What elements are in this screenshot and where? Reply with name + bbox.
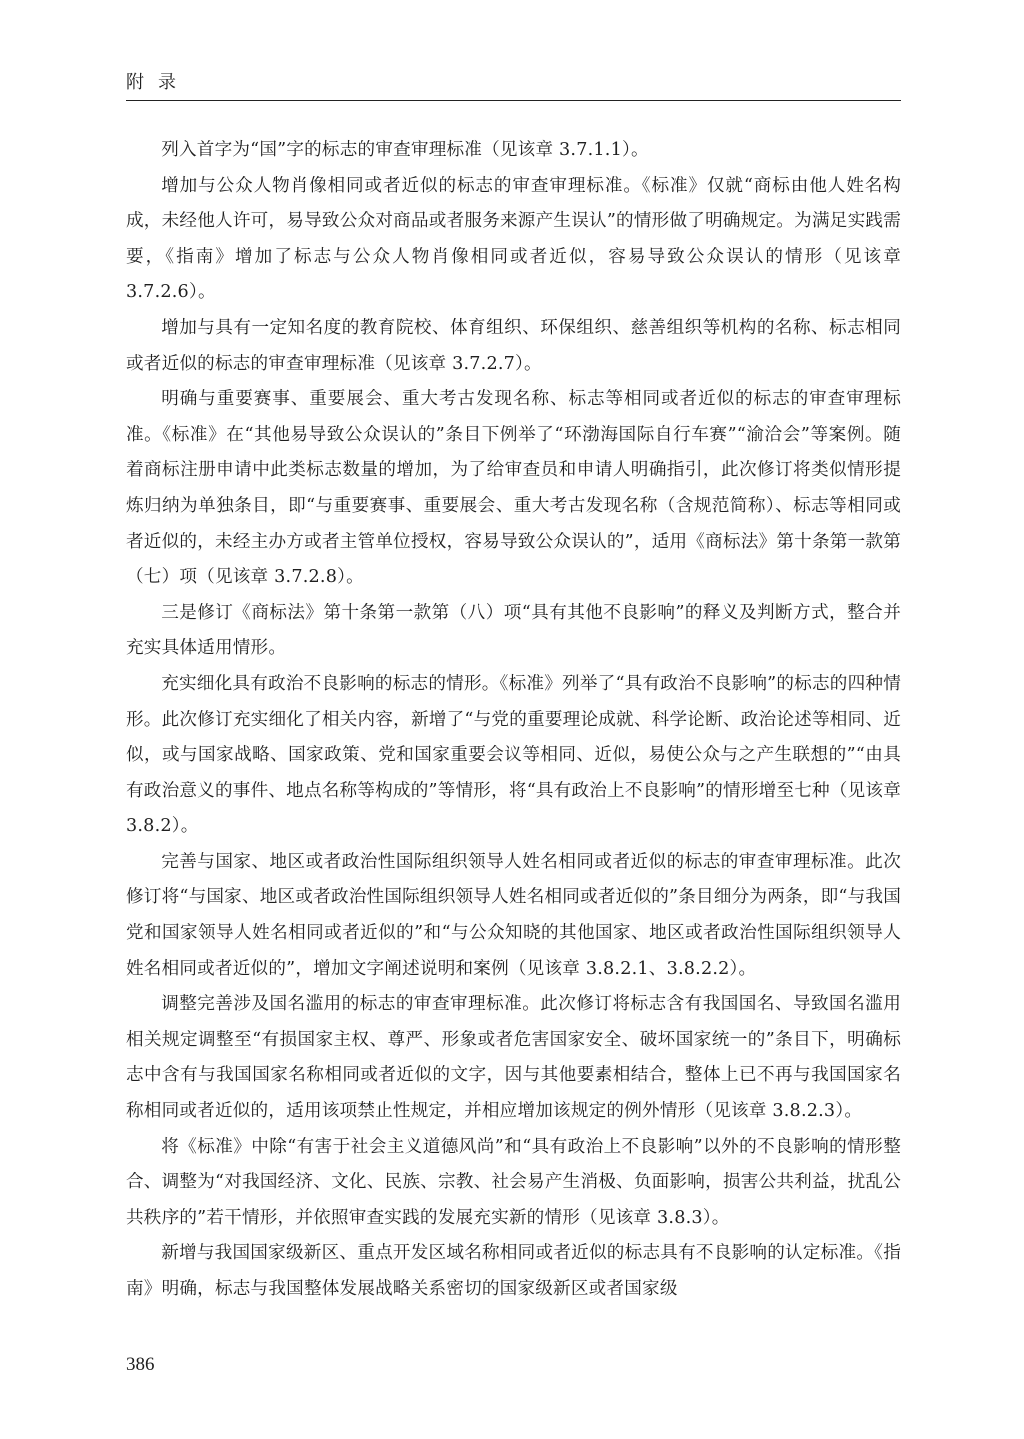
- paragraph-10: 新增与我国国家级新区、重点开发区域名称相同或者近似的标志具有不良影响的认定标准。《指南》明确，标志与我国整体发展战略关系密切的国家级新区或者国家级: [126, 1243, 901, 1299]
- header-title: 附录: [126, 72, 190, 93]
- paragraph-6: 充实细化具有政治不良影响的标志的情形。《标准》列举了“具有政治不良影响”的标志的四种情形。此次修订充实细化了相关内容，新增了“与党的重要理论成就、科学论断、政治论述等相同、近似，或与国家战略、国家政策、党和国家重要会议等相同、近似，易使公众与之产生联想的”“由具有政治意义的事件、地点名称等构成的”等情形，将“具有政治上不良影响”的情形增至七种（见该章 3.8.2）。: [126, 673, 901, 837]
- paragraph-9: 将《标准》中除“有害于社会主义道德风尚”和“具有政治上不良影响”以外的不良影响的情形整合、调整为“对我国经济、文化、民族、宗教、社会易产生消极、负面影响，损害公共利益，扰乱公共秩序的”若干情形，并依照审查实践的发展充实新的情形（见该章 3.8.3）。: [126, 1136, 901, 1228]
- body-text: [126, 133, 901, 1308]
- paragraph-7: 完善与国家、地区或者政治性国际组织领导人姓名相同或者近似的标志的审查审理标准。此次修订将“与国家、地区或者政治性国际组织领导人姓名相同或者近似的”条目细分为两条，即“与我国党和国家领导人姓名相同或者近似的”和“与公众知晓的其他国家、地区或者政治性国际组织领导人姓名相同或者近似的”，增加文字阐述说明和案例（见该章 3.8.2.1、3.8.2.2）。: [126, 851, 901, 979]
- paragraph-8: 调整完善涉及国名滥用的标志的审查审理标准。此次修订将标志含有我国国名、导致国名滥用相关规定调整至“有损国家主权、尊严、形象或者危害国家安全、破坏国家统一的”条目下，明确标志中含有与我国国家名称相同或者近似的文字，因与其他要素相结合，整体上已不再与我国国家名称相同或者近似的，适用该项禁止性规定，并相应增加该规定的例外情形（见该章 3.8.2.3）。: [126, 994, 901, 1122]
- paragraph-1: 列入首字为“国”字的标志的审查审理标准（见该章 3.7.1.1）。: [161, 140, 649, 160]
- paragraph-4: 明确与重要赛事、重要展会、重大考古发现名称、标志等相同或者近似的标志的审查审理标准。《标准》在“其他易导致公众误认的”条目下例举了“环渤海国际自行车赛”“渝洽会”等案例。随着商标注册申请中此类标志数量的增加，为了给审查员和申请人明确指引，此次修订将类似情形提炼归纳为单独条目，即“与重要赛事、重要展会、重大考古发现名称（含规范简称）、标志等相同或者近似的，未经主办方或者主管单位授权，容易导致公众误认的”，适用《商标法》第十条第一款第（七）项（见该章 3.7.2.8）。: [126, 389, 901, 588]
- page-number: 386: [126, 1354, 155, 1375]
- paragraph-3: 增加与具有一定知名度的教育院校、体育组织、环保组织、慈善组织等机构的名称、标志相同或者近似的标志的审查审理标准（见该章 3.7.2.7）。: [126, 317, 901, 374]
- paragraph-2: 增加与公众人物肖像相同或者近似的标志的审查审理标准。《标准》仅就“商标由他人姓名构成，未经他人许可，易导致公众对商品或者服务来源产生误认”的情形做了明确规定。为满足实践需要，《指南》增加了标志与公众人物肖像相同或者近似，容易导致公众误认的情形（见该章 3.7.2.6）。: [126, 175, 901, 303]
- paragraph-5: 三是修订《商标法》第十条第一款第（八）项“具有其他不良影响”的释义及判断方式，整合并充实具体适用情形。: [126, 602, 901, 659]
- running-header: [126, 68, 901, 101]
